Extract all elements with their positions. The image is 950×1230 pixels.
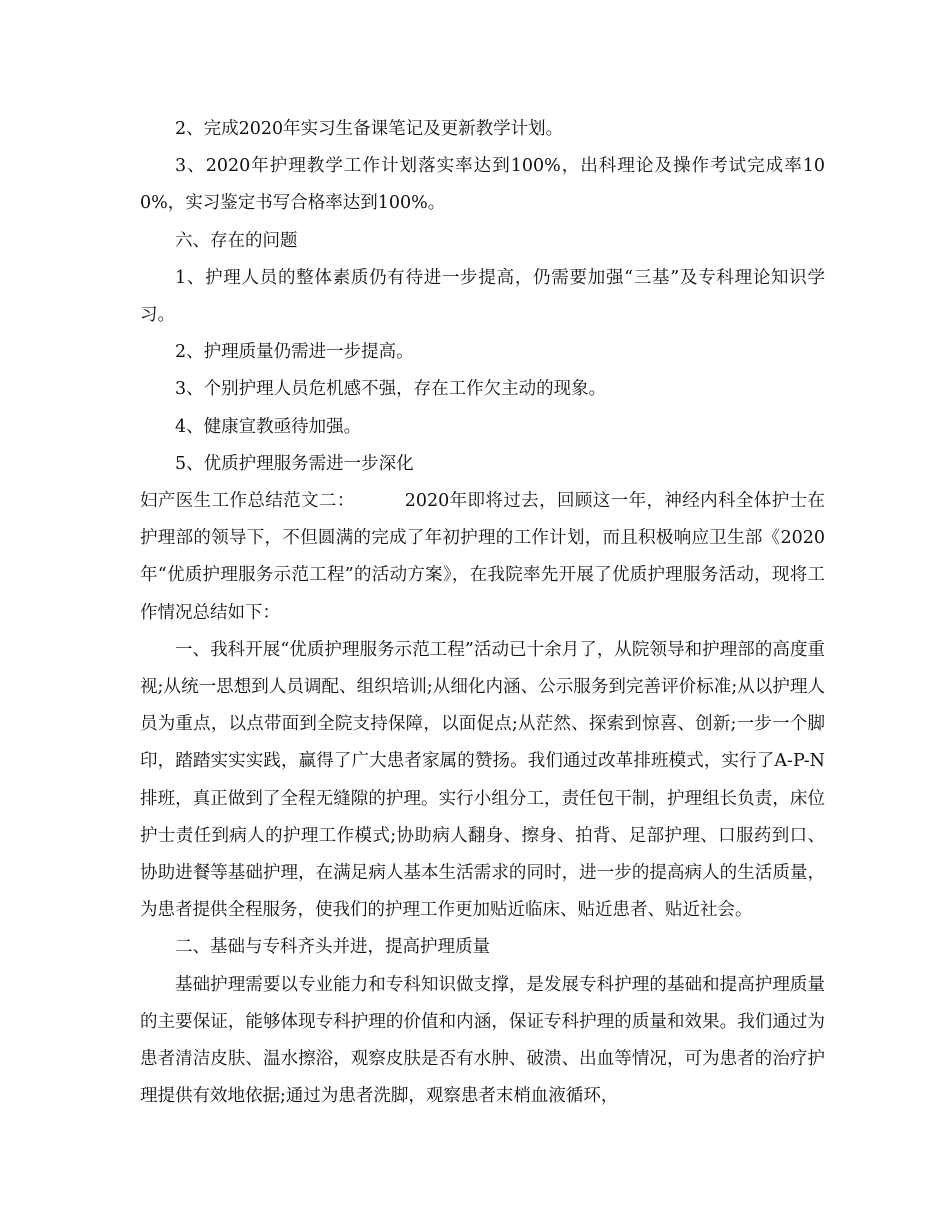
paragraph: 基础护理需要以专业能力和专科知识做支撑，是发展专科护理的基础和提高护理质量的主要保证，能够体现专科护理的价值和内涵，保证专科护理的质量和效果。我们通过为患者清洁皮肤、温水擦浴，观察皮肤是否有水肿、破溃、出血等情况，可为患者的治疗护理提供有效地依据;通过为患者洗脚，观察患者末梢血液循环， — [140, 974, 825, 1107]
section-title: 妇产医生工作总结范文二： — [140, 491, 355, 512]
paragraph: 3、个别护理人员危机感不强，存在工作欠主动的现象。 — [175, 379, 607, 400]
section-intro: 2020年即将过去，回顾这一年，神经内科全体护士在护理部的领导下，不但圆满的完成了年初护理的工作计划，而且积极响应卫生部《2020年“优质护理服务示范工程”的活动方案》，在我院率先开展了优质护理服务活动，现将工作情况总结如下： — [140, 491, 825, 623]
paragraph: 5、优质护理服务需进一步深化 — [175, 453, 414, 474]
paragraph: 1、护理人员的整体素质仍有待进一步提高，仍需要加强“三基”及专科理论知识学习。 — [140, 267, 825, 326]
section-heading: 六、存在的问题 — [175, 230, 298, 251]
paragraph: 2、完成2020年实习生备课笔记及更新教学计划。 — [175, 119, 564, 139]
paragraph: 2、护理质量仍需进一步提高。 — [175, 342, 414, 363]
paragraph: 一、我科开展“优质护理服务示范工程”活动已十余月了，从院领导和护理部的高度重视;从统一思想到人员调配、组织培训;从细化内涵、公示服务到完善评价标准;从以护理人员为重点，以点带面到全院支持保障，以面促点;从茫然、探索到惊喜、创新;一步一个脚印，踏踏实实实践，赢得了广大患者家属的赞扬。我们通过改革排班模式，实行了A-P-N排班，真正做到了全程无缝隙的护理。实行小组分工，责任包干制，护理组长负责，床位护士责任到病人的护理工作模式;协助病人翻身、擦身、拍背、足部护理、口服药到口、协助进餐等基础护理，在满足病人基本生活需求的同时，进一步的提高病人的生活质量，为患者提供全程服务，使我们的护理工作更加贴近临床、贴近患者、贴近社会。 — [140, 639, 825, 921]
section-heading: 二、基础与专科齐头并进，提高护理质量 — [175, 937, 490, 958]
paragraph: 4、健康宣教亟待加强。 — [175, 416, 362, 437]
section-intro-paragraph — [140, 483, 825, 632]
document-body — [140, 111, 825, 1115]
paragraph: 3、2020年护理教学工作计划落实率达到100%，出科理论及操作考试完成率100%，实习鉴定书写合格率达到100%。 — [140, 156, 825, 214]
